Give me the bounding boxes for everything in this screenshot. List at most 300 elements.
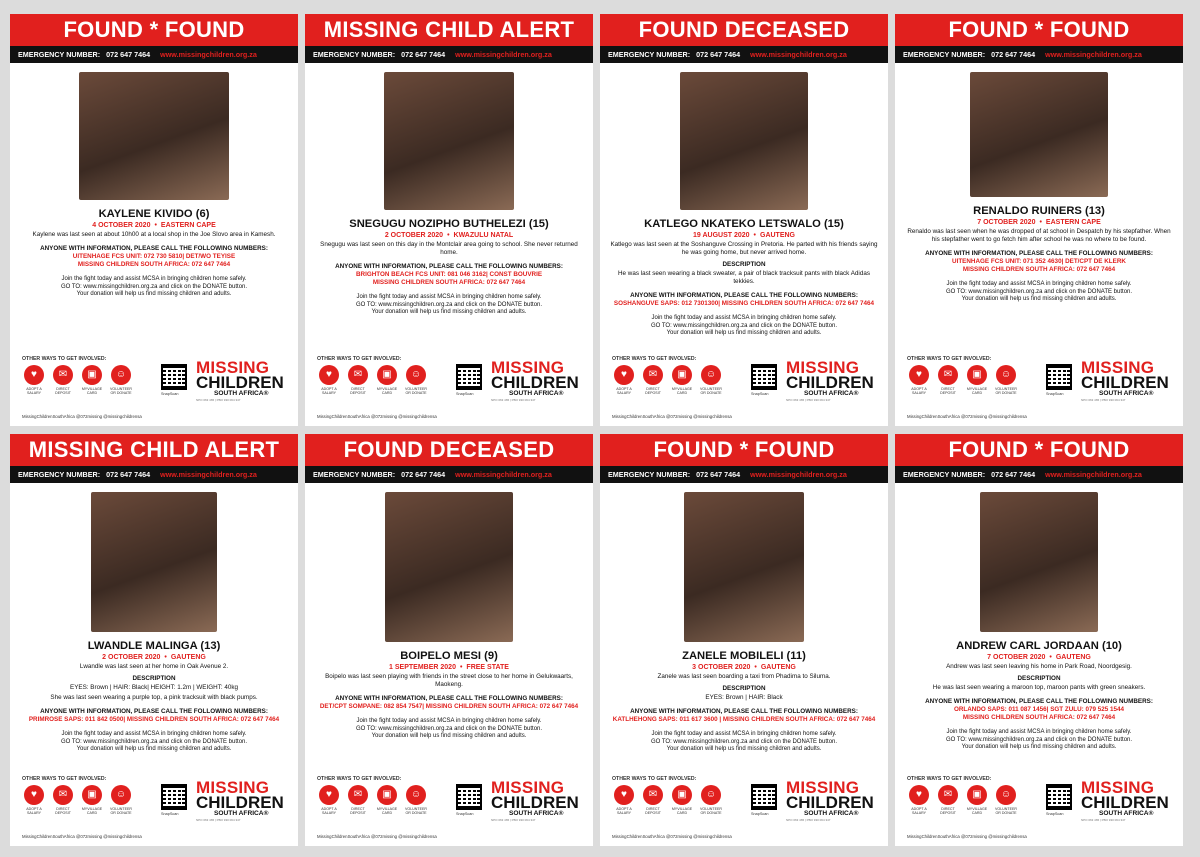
description-text-2: She was last seen wearing a purple top, a pink tracksuit with black pumps. <box>50 694 258 701</box>
poster-card-7 <box>600 434 888 846</box>
contact-block <box>18 708 290 724</box>
description-label: DESCRIPTION <box>722 685 766 692</box>
emergency-label: EMERGENCY NUMBER: <box>608 470 691 479</box>
adopt-salary-item[interactable] <box>22 365 46 395</box>
icon-label: DIRECT DEPOSIT <box>350 807 366 816</box>
icon-label: MYVILLAGE CARD <box>671 807 693 816</box>
involvement-icons <box>907 365 1018 395</box>
adopt-salary-item[interactable] <box>612 365 636 395</box>
emergency-number: 072 647 7464 <box>696 470 741 479</box>
description-label: DESCRIPTION <box>132 675 176 682</box>
child-photo <box>684 492 804 642</box>
heart-icon: ♥ <box>24 365 44 385</box>
contact-line-2: MISSING CHILDREN SOUTH AFRICA: 072 647 7464 <box>962 714 1116 721</box>
join-line-3: Your donation will help us find missing children and adults. <box>76 746 232 752</box>
poster-footer <box>10 776 298 846</box>
join-line-3: Your donation will help us find missing children and adults. <box>961 296 1117 302</box>
mcsa-logo <box>491 360 583 402</box>
anyone-line: ANYONE WITH INFORMATION, PLEASE CALL THE FOLLOWING NUMBERS: <box>40 245 268 252</box>
logo-missing: MISSING <box>786 778 860 797</box>
envelope-icon: ✉ <box>348 365 368 385</box>
involvement-icons <box>907 785 1018 815</box>
join-line-3: Your donation will help us find missing children and adults. <box>76 291 232 297</box>
logo-south-africa: SOUTH AFRICA® <box>804 390 859 397</box>
qr-code-icon[interactable] <box>161 784 187 810</box>
logo-missing: MISSING <box>1081 778 1155 797</box>
logo-missing: MISSING <box>491 358 565 377</box>
snapscan-label: SnapScan <box>456 392 474 396</box>
social-handles: MissingChildrenSouthAfrica @072missing @missingchildrensa <box>22 414 142 419</box>
other-ways-label: OTHER WAYS TO GET INVOLVED: <box>612 356 697 362</box>
contact-block <box>18 245 290 269</box>
last-seen-text: Renaldo was last seen when he was dropped of at school in Despatch by his stepfather. When his stepfather went to go fetch him after school he was no where to be found. <box>907 228 1171 243</box>
other-ways-label: OTHER WAYS TO GET INVOLVED: <box>612 776 697 782</box>
website-link[interactable]: www.missingchildren.org.za <box>160 470 257 479</box>
volunteer-item[interactable] <box>109 365 133 395</box>
date-location: 2 OCTOBER 2020 • GAUTENG <box>102 654 206 661</box>
emergency-label: EMERGENCY NUMBER: <box>18 470 101 479</box>
icon-label: VOLUNTEER OR DONATE <box>405 807 427 816</box>
join-line-2: GO TO: www.missingchildren.org.za and click on the DONATE button. <box>60 283 248 290</box>
join-line-1: Join the fight today and assist MCSA in bringing children home safely. <box>356 718 542 724</box>
volunteer-icon: ☺ <box>111 365 131 385</box>
logo-south-africa: SOUTH AFRICA® <box>509 390 564 397</box>
anyone-line: ANYONE WITH INFORMATION, PLEASE CALL THE FOLLOWING NUMBERS: <box>630 292 858 299</box>
icon-label: MYVILLAGE CARD <box>81 387 103 396</box>
date-text: 2 OCTOBER 2020 <box>102 654 161 661</box>
involvement-icons <box>22 785 133 815</box>
qr-code-icon[interactable] <box>751 364 777 390</box>
date-location: 7 OCTOBER 2020 • EASTERN CAPE <box>977 219 1101 226</box>
emergency-bar <box>895 46 1183 63</box>
direct-deposit-item[interactable] <box>51 365 75 395</box>
involvement-icons <box>317 785 428 815</box>
other-ways-label: OTHER WAYS TO GET INVOLVED: <box>22 356 107 362</box>
envelope-icon: ✉ <box>643 785 663 805</box>
mcsa-logo <box>786 360 878 402</box>
social-handles: MissingChildrenSouthAfrica @072missing @missingchildrensa <box>317 414 437 419</box>
poster-card-3 <box>600 14 888 426</box>
description-text: He was last seen wearing a black sweater, a pair of black tracksuit pants with black Adidas tekkies. <box>617 270 870 285</box>
emergency-label: EMERGENCY NUMBER: <box>903 470 986 479</box>
qr-code-icon[interactable] <box>1046 364 1072 390</box>
logo-registration: NPO 063 465 | PBO 930 064 347 <box>491 818 536 822</box>
date-location: 3 OCTOBER 2020 • GAUTENG <box>692 664 796 671</box>
mcsa-logo <box>786 780 878 822</box>
child-name: ZANELE MOBILELI (11) <box>682 650 806 662</box>
join-line-1: Join the fight today and assist MCSA in bringing children home safely. <box>946 281 1132 287</box>
join-line-3: Your donation will help us find missing children and adults. <box>371 309 527 315</box>
snapscan-label: SnapScan <box>751 812 769 816</box>
icon-label: DIRECT DEPOSIT <box>940 807 956 816</box>
website-link[interactable]: www.missingchildren.org.za <box>1045 50 1142 59</box>
other-ways-label: OTHER WAYS TO GET INVOLVED: <box>317 356 402 362</box>
volunteer-item[interactable] <box>109 785 133 815</box>
qr-code-icon[interactable] <box>456 784 482 810</box>
contact-line-1: UITENHAGE FCS UNIT: 072 730 5810| DET/WO TEYISE <box>72 253 236 260</box>
other-ways-label: OTHER WAYS TO GET INVOLVED: <box>907 356 992 362</box>
icon-label: DIRECT DEPOSIT <box>645 807 661 816</box>
date-text: 7 OCTOBER 2020 <box>987 654 1046 661</box>
social-handles: MissingChildrenSouthAfrica @072missing @missingchildrensa <box>612 414 732 419</box>
emergency-bar <box>305 466 593 483</box>
join-line-1: Join the fight today and assist MCSA in bringing children home safely. <box>651 315 837 321</box>
involvement-icons <box>317 365 428 395</box>
poster-banner: FOUND DECEASED <box>305 434 593 466</box>
emergency-number: 072 647 7464 <box>401 50 446 59</box>
date-location: 4 OCTOBER 2020 • EASTERN CAPE <box>92 222 216 229</box>
emergency-label: EMERGENCY NUMBER: <box>313 50 396 59</box>
poster-footer <box>305 356 593 426</box>
website-link[interactable]: www.missingchildren.org.za <box>750 50 847 59</box>
involvement-icons <box>612 785 723 815</box>
icon-label: MYVILLAGE CARD <box>966 387 988 396</box>
child-name: LWANDLE MALINGA (13) <box>87 640 221 652</box>
description-label: DESCRIPTION <box>722 261 766 268</box>
icon-label: MYVILLAGE CARD <box>81 807 103 816</box>
join-line-2: GO TO: www.missingchildren.org.za and click on the DONATE button. <box>355 725 543 732</box>
location-text: GAUTENG <box>760 664 796 671</box>
logo-missing: MISSING <box>786 358 860 377</box>
snapscan-label: SnapScan <box>751 392 769 396</box>
child-photo <box>980 492 1098 632</box>
envelope-icon: ✉ <box>938 785 958 805</box>
icon-label: DIRECT DEPOSIT <box>645 387 661 396</box>
card-icon: ▣ <box>967 365 987 385</box>
qr-code-icon[interactable] <box>161 364 187 390</box>
icon-label: VOLUNTEER OR DONATE <box>700 807 722 816</box>
poster-card-8 <box>895 434 1183 846</box>
contact-line-1: PRIMROSE SAPS: 011 842 0500| MISSING CHILDREN SOUTH AFRICA: 072 647 7464 <box>28 716 280 723</box>
donate-block <box>313 294 585 317</box>
heart-icon: ♥ <box>909 785 929 805</box>
description-label: DESCRIPTION <box>1017 675 1061 682</box>
volunteer-item[interactable] <box>404 785 428 815</box>
join-line-3: Your donation will help us find missing children and adults. <box>666 330 822 336</box>
icon-label: VOLUNTEER OR DONATE <box>700 387 722 396</box>
logo-children: CHILDREN <box>786 373 874 392</box>
website-link[interactable]: www.missingchildren.org.za <box>455 50 552 59</box>
mcsa-logo <box>1081 780 1173 822</box>
description-text: EYES: Brown | HAIR: Black| HEIGHT: 1.2m | WEIGHT: 40kg <box>70 684 238 691</box>
emergency-number: 072 647 7464 <box>106 50 151 59</box>
icon-label: ADOPT A SALARY <box>911 387 927 396</box>
description-text: EYES: Brown | HAIR: Black <box>705 694 783 701</box>
website-link[interactable]: www.missingchildren.org.za <box>160 50 257 59</box>
icon-label: ADOPT A SALARY <box>321 387 337 396</box>
child-name: KAYLENE KIVIDO (6) <box>98 208 210 220</box>
myvillage-card-item[interactable] <box>670 785 694 815</box>
snapscan-label: SnapScan <box>456 812 474 816</box>
contact-line-1: UITENHAGE FCS UNIT: 071 352 4630| DET/CPT DE KLERK <box>952 258 1126 265</box>
poster-footer <box>600 356 888 426</box>
logo-children: CHILDREN <box>1081 373 1169 392</box>
myvillage-card-item[interactable] <box>375 785 399 815</box>
icon-label: DIRECT DEPOSIT <box>350 387 366 396</box>
icon-label: VOLUNTEER OR DONATE <box>110 807 132 816</box>
emergency-bar <box>600 46 888 63</box>
date-location: 2 OCTOBER 2020 • KWAZULU NATAL <box>384 232 514 239</box>
myvillage-card-item[interactable] <box>80 785 104 815</box>
contact-line-2: MISSING CHILDREN SOUTH AFRICA: 072 647 7464 <box>962 266 1116 273</box>
icon-label: ADOPT A SALARY <box>321 807 337 816</box>
direct-deposit-item[interactable] <box>641 785 665 815</box>
logo-registration: NPO 063 465 | PBO 930 064 347 <box>1081 398 1126 402</box>
adopt-salary-item[interactable] <box>22 785 46 815</box>
date-text: 19 AUGUST 2020 <box>693 232 750 239</box>
card-icon: ▣ <box>967 785 987 805</box>
join-line-1: Join the fight today and assist MCSA in bringing children home safely. <box>946 729 1132 735</box>
contact-block <box>608 708 880 724</box>
join-line-3: Your donation will help us find missing children and adults. <box>961 744 1117 750</box>
logo-registration: NPO 063 465 | PBO 930 064 347 <box>196 818 241 822</box>
poster-banner: MISSING CHILD ALERT <box>10 434 298 466</box>
icon-label: DIRECT DEPOSIT <box>940 387 956 396</box>
snapscan-label: SnapScan <box>161 392 179 396</box>
child-photo <box>384 72 514 210</box>
direct-deposit-item[interactable] <box>51 785 75 815</box>
join-line-3: Your donation will help us find missing children and adults. <box>666 746 822 752</box>
snapscan-label: SnapScan <box>1046 812 1064 816</box>
logo-south-africa: SOUTH AFRICA® <box>214 390 269 397</box>
social-handles: MissingChildrenSouthAfrica @072missing @missingchildrensa <box>317 834 437 839</box>
logo-south-africa: SOUTH AFRICA® <box>214 810 269 817</box>
poster-card-5 <box>10 434 298 846</box>
child-name: ANDREW CARL JORDAAN (10) <box>956 640 1122 652</box>
date-text: 3 OCTOBER 2020 <box>692 664 751 671</box>
adopt-salary-item[interactable] <box>317 785 341 815</box>
mcsa-logo <box>491 780 583 822</box>
icon-label: ADOPT A SALARY <box>911 807 927 816</box>
donate-block <box>608 731 880 754</box>
child-name: BOIPELO MESI (9) <box>400 650 498 662</box>
description-text: He was last seen wearing a maroon top, maroon pants with green sneakers. <box>932 684 1146 691</box>
location-text: GAUTENG <box>1055 654 1091 661</box>
myvillage-card-item[interactable] <box>965 785 989 815</box>
contact-block <box>903 698 1175 722</box>
join-line-3: Your donation will help us find missing children and adults. <box>371 733 527 739</box>
qr-code-icon[interactable] <box>456 364 482 390</box>
child-photo <box>91 492 217 632</box>
location-text: EASTERN CAPE <box>160 222 216 229</box>
mcsa-logo <box>196 780 288 822</box>
social-handles: MissingChildrenSouthAfrica @072missing @missingchildrensa <box>907 834 1027 839</box>
logo-registration: NPO 063 465 | PBO 930 064 347 <box>1081 818 1126 822</box>
last-seen-text: Andrew was last seen leaving his home in Park Road, Noordgesig. <box>946 663 1132 670</box>
website-link[interactable]: www.missingchildren.org.za <box>1045 470 1142 479</box>
join-line-2: GO TO: www.missingchildren.org.za and click on the DONATE button. <box>355 301 543 308</box>
contact-line-2: MISSING CHILDREN SOUTH AFRICA: 072 647 7464 <box>372 279 526 286</box>
envelope-icon: ✉ <box>53 365 73 385</box>
last-seen-text: Lwandle was last seen at her home in Oak Avenue 2. <box>79 663 229 670</box>
child-photo <box>970 72 1108 197</box>
mcsa-logo <box>1081 360 1173 402</box>
join-line-2: GO TO: www.missingchildren.org.za and click on the DONATE button. <box>945 288 1133 295</box>
snapscan-label: SnapScan <box>1046 392 1064 396</box>
last-seen-text: Boipelo was last seen playing with friends in the street close to her home in Gelukwaarts, Maokeng. <box>325 673 573 688</box>
emergency-number: 072 647 7464 <box>106 470 151 479</box>
child-photo <box>385 492 513 642</box>
date-text: 7 OCTOBER 2020 <box>977 219 1036 226</box>
card-icon: ▣ <box>82 365 102 385</box>
child-name: RENALDO RUINERS (13) <box>973 205 1105 217</box>
last-seen-text: Zanele was last seen boarding a taxi from Phadima to Siluma. <box>657 673 831 680</box>
location-text: GAUTENG <box>760 232 795 239</box>
adopt-salary-item[interactable] <box>907 785 931 815</box>
join-line-2: GO TO: www.missingchildren.org.za and click on the DONATE button. <box>650 738 838 745</box>
myvillage-card-item[interactable] <box>965 365 989 395</box>
emergency-label: EMERGENCY NUMBER: <box>18 50 101 59</box>
icon-label: VOLUNTEER OR DONATE <box>995 387 1017 396</box>
icon-label: MYVILLAGE CARD <box>376 387 398 396</box>
poster-footer <box>895 356 1183 426</box>
location-text: EASTERN CAPE <box>1045 219 1101 226</box>
contact-line-1: ORLANDO SAPS: 011 087 1456| SGT ZULU: 079 525 1544 <box>953 706 1125 713</box>
location-text: FREE STATE <box>466 664 509 671</box>
poster-banner: FOUND * FOUND <box>895 434 1183 466</box>
volunteer-item[interactable] <box>699 365 723 395</box>
logo-children: CHILDREN <box>491 373 579 392</box>
emergency-bar <box>10 466 298 483</box>
myvillage-card-item[interactable] <box>375 365 399 395</box>
contact-line-1: SOSHANGUVE SAPS: 012 7301300| MISSING CHILDREN SOUTH AFRICA: 072 647 7464 <box>613 300 875 307</box>
card-icon: ▣ <box>82 785 102 805</box>
icon-label: MYVILLAGE CARD <box>966 807 988 816</box>
logo-missing: MISSING <box>196 358 270 377</box>
last-seen-text: Katlego was last seen at the Soshanguve Crossing in Pretoria. He parted with his friends saying he was going home, but never arrived home. <box>610 241 878 256</box>
emergency-bar <box>600 466 888 483</box>
poster-card-6 <box>305 434 593 846</box>
envelope-icon: ✉ <box>53 785 73 805</box>
poster-footer <box>10 356 298 426</box>
logo-south-africa: SOUTH AFRICA® <box>804 810 859 817</box>
child-name: KATLEGO NKATEKO LETSWALO (15) <box>644 218 844 230</box>
heart-icon: ♥ <box>319 365 339 385</box>
date-text: 4 OCTOBER 2020 <box>92 222 151 229</box>
heart-icon: ♥ <box>909 365 929 385</box>
icon-label: ADOPT A SALARY <box>616 387 632 396</box>
join-line-1: Join the fight today and assist MCSA in bringing children home safely. <box>356 294 542 300</box>
involvement-icons <box>612 365 723 395</box>
emergency-bar <box>895 466 1183 483</box>
poster-card-1 <box>10 14 298 426</box>
heart-icon: ♥ <box>614 785 634 805</box>
website-link[interactable]: www.missingchildren.org.za <box>455 470 552 479</box>
poster-footer <box>305 776 593 846</box>
direct-deposit-item[interactable] <box>936 365 960 395</box>
anyone-line: ANYONE WITH INFORMATION, PLEASE CALL THE FOLLOWING NUMBERS: <box>335 263 563 270</box>
anyone-line: ANYONE WITH INFORMATION, PLEASE CALL THE FOLLOWING NUMBERS: <box>925 250 1153 257</box>
adopt-salary-item[interactable] <box>612 785 636 815</box>
volunteer-item[interactable] <box>994 785 1018 815</box>
mcsa-logo <box>196 360 288 402</box>
card-icon: ▣ <box>672 365 692 385</box>
logo-registration: NPO 063 465 | PBO 930 064 347 <box>491 398 536 402</box>
direct-deposit-item[interactable] <box>936 785 960 815</box>
emergency-bar <box>10 46 298 63</box>
logo-children: CHILDREN <box>786 793 874 812</box>
logo-missing: MISSING <box>1081 358 1155 377</box>
child-photo <box>79 72 229 200</box>
last-seen-text: Kaylene was last seen at about 10h00 at a local shop in the Joe Slovo area in Kamesh. <box>32 231 276 238</box>
icon-label: MYVILLAGE CARD <box>671 387 693 396</box>
poster-banner: FOUND * FOUND <box>10 14 298 46</box>
card-icon: ▣ <box>377 785 397 805</box>
volunteer-icon: ☺ <box>406 365 426 385</box>
poster-footer <box>600 776 888 846</box>
volunteer-item[interactable] <box>699 785 723 815</box>
qr-code-icon[interactable] <box>1046 784 1072 810</box>
other-ways-label: OTHER WAYS TO GET INVOLVED: <box>22 776 107 782</box>
emergency-number: 072 647 7464 <box>991 470 1036 479</box>
logo-south-africa: SOUTH AFRICA® <box>509 810 564 817</box>
logo-children: CHILDREN <box>196 373 284 392</box>
direct-deposit-item[interactable] <box>641 365 665 395</box>
logo-south-africa: SOUTH AFRICA® <box>1099 390 1154 397</box>
logo-children: CHILDREN <box>196 793 284 812</box>
adopt-salary-item[interactable] <box>317 365 341 395</box>
donate-block <box>18 731 290 754</box>
last-seen-text: Snegugu was last seen on this day in the Montclair area going to school. She never returned home. <box>320 241 578 256</box>
direct-deposit-item[interactable] <box>346 365 370 395</box>
adopt-salary-item[interactable] <box>907 365 931 395</box>
website-link[interactable]: www.missingchildren.org.za <box>750 470 847 479</box>
card-icon: ▣ <box>377 365 397 385</box>
anyone-line: ANYONE WITH INFORMATION, PLEASE CALL THE FOLLOWING NUMBERS: <box>40 708 268 715</box>
myvillage-card-item[interactable] <box>80 365 104 395</box>
emergency-label: EMERGENCY NUMBER: <box>903 50 986 59</box>
contact-line-1: KATLHEHONG SAPS: 011 617 3600 | MISSING CHILDREN SOUTH AFRICA: 072 647 7464 <box>612 716 876 723</box>
anyone-line: ANYONE WITH INFORMATION, PLEASE CALL THE FOLLOWING NUMBERS: <box>335 695 563 702</box>
direct-deposit-item[interactable] <box>346 785 370 815</box>
envelope-icon: ✉ <box>643 365 663 385</box>
myvillage-card-item[interactable] <box>670 365 694 395</box>
qr-code-icon[interactable] <box>751 784 777 810</box>
emergency-bar <box>305 46 593 63</box>
donate-block <box>903 281 1175 304</box>
volunteer-item[interactable] <box>404 365 428 395</box>
poster-card-4 <box>895 14 1183 426</box>
volunteer-icon: ☺ <box>701 785 721 805</box>
envelope-icon: ✉ <box>938 365 958 385</box>
anyone-line: ANYONE WITH INFORMATION, PLEASE CALL THE FOLLOWING NUMBERS: <box>925 698 1153 705</box>
logo-children: CHILDREN <box>491 793 579 812</box>
social-handles: MissingChildrenSouthAfrica @072missing @missingchildrensa <box>907 414 1027 419</box>
volunteer-icon: ☺ <box>406 785 426 805</box>
date-text: 2 OCTOBER 2020 <box>384 232 444 239</box>
icon-label: ADOPT A SALARY <box>26 387 42 396</box>
contact-block <box>313 263 585 287</box>
logo-registration: NPO 063 465 | PBO 930 064 347 <box>196 398 241 402</box>
join-line-2: GO TO: www.missingchildren.org.za and click on the DONATE button. <box>650 322 838 329</box>
icon-label: ADOPT A SALARY <box>616 807 632 816</box>
join-line-2: GO TO: www.missingchildren.org.za and click on the DONATE button. <box>945 736 1133 743</box>
donate-block <box>18 276 290 299</box>
poster-banner: FOUND DECEASED <box>600 14 888 46</box>
date-location: 19 AUGUST 2020 • GAUTENG <box>693 232 795 239</box>
volunteer-item[interactable] <box>994 365 1018 395</box>
poster-banner: MISSING CHILD ALERT <box>305 14 593 46</box>
heart-icon: ♥ <box>614 365 634 385</box>
social-handles: MissingChildrenSouthAfrica @072missing @missingchildrensa <box>612 834 732 839</box>
emergency-number: 072 647 7464 <box>401 470 446 479</box>
location-text: GAUTENG <box>170 654 206 661</box>
donate-block <box>608 315 880 338</box>
contact-block <box>608 292 880 308</box>
emergency-label: EMERGENCY NUMBER: <box>608 50 691 59</box>
volunteer-icon: ☺ <box>996 785 1016 805</box>
contact-block <box>903 250 1175 274</box>
